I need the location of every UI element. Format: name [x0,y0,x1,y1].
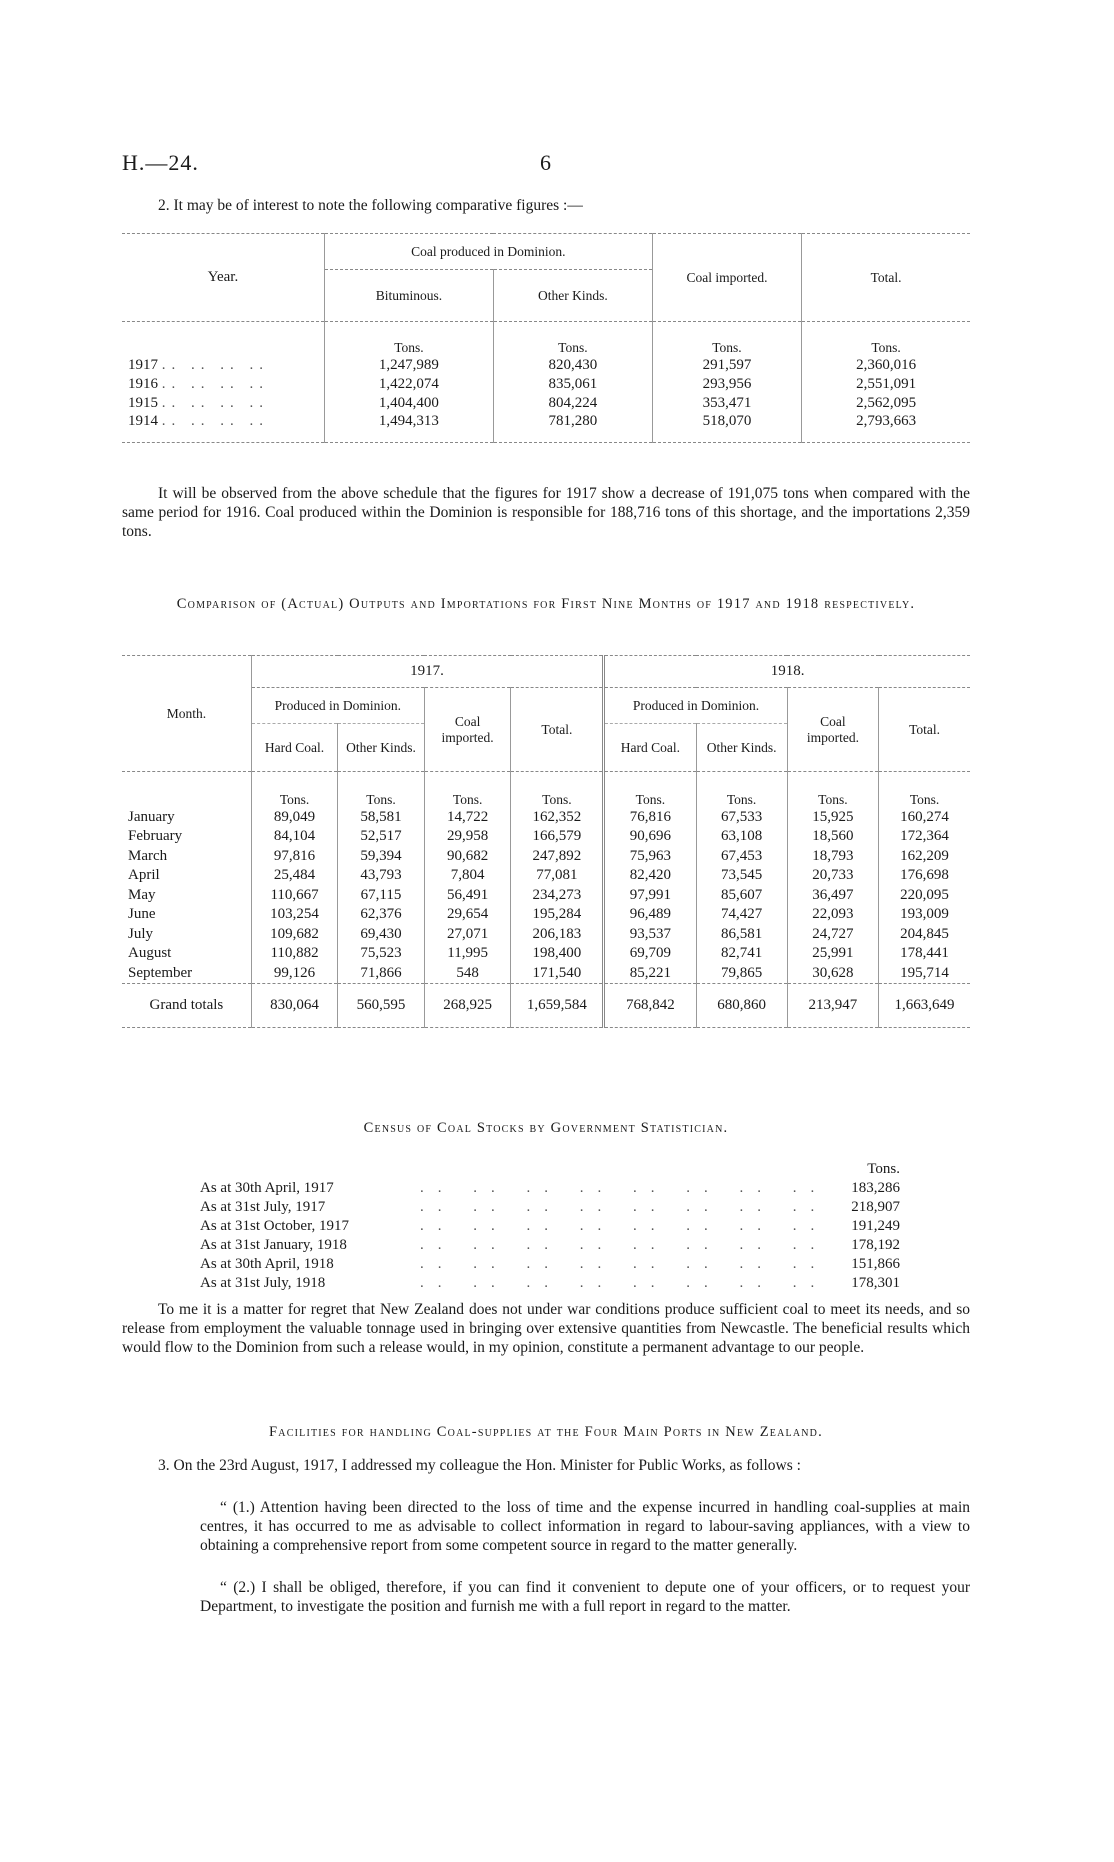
table-row [122,944,970,964]
table-row [122,866,970,886]
total-cell: 268,925 [424,983,511,1027]
value-cell: 67,115 [338,886,424,906]
value-cell: 7,804 [424,866,511,886]
unit-label: Tons. [511,772,604,808]
value-cell: 110,667 [251,886,337,906]
census-value: 183,286 [851,1180,900,1196]
census-row: As at 30th April, 1917 .. .. .. .. .. .. .. .. 183,286 [200,1180,900,1196]
section-3-paragraph: 3. On the 23rd August, 1917, I addressed my colleague the Hon. Minister for Public Works, as follows : [158,1457,801,1474]
value-cell: 18,560 [787,827,878,847]
value-cell: 166,579 [511,827,604,847]
value-cell: 220,095 [879,886,970,906]
census-row: As at 31st July, 1918 .. .. .. .. .. .. .. .. 178,301 [200,1275,900,1291]
value-cell: 59,394 [338,847,424,867]
unit-label: Tons. [324,322,493,356]
value-cell: 176,698 [879,866,970,886]
unit-label: Tons. [251,772,337,808]
value-cell: 75,963 [604,847,696,867]
total-header-1917: Total. [511,688,604,772]
total-cell: 2,551,091 [802,375,970,394]
table-row [122,886,970,906]
value-cell: 69,709 [604,944,696,964]
total-cell: 1,659,584 [511,983,604,1027]
value-cell: 22,093 [787,905,878,925]
census-value: 178,192 [851,1237,900,1253]
value-cell: 86,581 [696,925,787,945]
other-kinds-header-1917: Other Kinds. [338,724,424,772]
value-cell: 96,489 [604,905,696,925]
unit-label: Tons. [879,772,970,808]
table-row: 1915 .. .. .. .. 1,404,400 804,224 353,471 2,562,095 [122,394,970,413]
census-date: As at 31st July, 1917 [200,1199,326,1215]
value-cell: 62,376 [338,905,424,925]
value-cell: 193,009 [879,905,970,925]
census-value: 178,301 [851,1275,900,1291]
value-cell: 69,430 [338,925,424,945]
value-cell: 97,816 [251,847,337,867]
value-cell: 90,696 [604,827,696,847]
table-row [122,925,970,945]
table-row: 1917 .. .. .. .. 1,247,989 820,430 291,597 2,360,016 [122,356,970,375]
value-cell: 15,925 [787,808,878,828]
month-header: Month. [122,656,251,772]
comparative-figures-table [122,233,970,443]
month-cell: February [128,828,183,845]
bituminous-cell: 1,404,400 [324,394,493,413]
census-date: As at 31st January, 1918 [200,1237,347,1253]
value-cell: 85,221 [604,964,696,984]
value-cell: 110,882 [251,944,337,964]
total-cell: 1,663,649 [879,983,970,1027]
value-cell: 36,497 [787,886,878,906]
value-cell: 58,581 [338,808,424,828]
value-cell: 99,126 [251,964,337,984]
quote-paragraph-2: “ (2.) I shall be obliged, therefore, if you can find it convenient to depute one of your officers, or to request your Department, to investigate the position and furnish me with a full report in regard to the matter. [200,1579,970,1615]
value-cell: 25,484 [251,866,337,886]
quote-paragraph-1: “ (1.) Attention having been directed to the loss of time and the expense incurred in handling coal-supplies at main centres, it has occurred to me as advisable to collect information in regard to labour-saving appliances, with a view to obtaining a comprehensive report from some competent source in regard to the matter generally. [200,1499,970,1554]
hard-coal-header-1917: Hard Coal. [251,724,337,772]
value-cell: 63,108 [696,827,787,847]
page-number: 6 [540,150,551,175]
unit-label: Tons. [493,322,652,356]
unit-label: Tons. [802,322,970,356]
value-cell: 67,453 [696,847,787,867]
value-cell: 84,104 [251,827,337,847]
census-row: As at 31st October, 1917 .. .. .. .. .. .. .. .. 191,249 [200,1218,900,1234]
value-cell: 76,816 [604,808,696,828]
imported-header: Coal imported. [652,234,801,322]
table-row: 1914 .. .. .. .. 1,494,313 781,280 518,070 2,793,663 [122,413,970,443]
table-row [122,847,970,867]
month-cell: January [128,808,175,825]
census-date: As at 31st July, 1918 [200,1275,326,1291]
unit-label: Tons. [696,772,787,808]
bituminous-cell: 1,247,989 [324,356,493,375]
year-cell: 1916 [128,375,158,392]
value-cell: 162,352 [511,808,604,828]
grand-totals-row [122,983,970,1027]
year-cell: 1914 [128,412,158,429]
value-cell: 82,420 [604,866,696,886]
value-cell: 52,517 [338,827,424,847]
value-cell: 29,654 [424,905,511,925]
value-cell: 178,441 [879,944,970,964]
value-cell: 93,537 [604,925,696,945]
comparison-heading: Comparison of (Actual) Outputs and Importations for First Nine Months of 1917 and 1918 respectively. [176,596,916,612]
value-cell: 171,540 [511,964,604,984]
bituminous-cell: 1,422,074 [324,375,493,394]
unit-label: Tons. [424,772,511,808]
month-cell: March [128,847,168,864]
bituminous-header: Bituminous. [324,270,493,322]
census-date: As at 30th April, 1918 [200,1256,334,1272]
value-cell: 56,491 [424,886,511,906]
census-value: 218,907 [851,1199,900,1215]
value-cell: 20,733 [787,866,878,886]
census-list [200,1160,900,1293]
value-cell: 43,793 [338,866,424,886]
produced-group-header: Coal produced in Dominion. [324,234,652,270]
other-cell: 781,280 [493,413,652,443]
imported-cell: 518,070 [652,413,801,443]
produced-header-1918: Produced in Dominion. [604,688,787,724]
value-cell: 548 [424,964,511,984]
value-cell: 79,865 [696,964,787,984]
value-cell: 198,400 [511,944,604,964]
value-cell: 30,628 [787,964,878,984]
imported-cell: 293,956 [652,375,801,394]
value-cell: 25,991 [787,944,878,964]
census-heading: Census of Coal Stocks by Government Statistician. [363,1120,729,1136]
value-cell: 75,523 [338,944,424,964]
month-cell: September [128,964,193,981]
value-cell: 11,995 [424,944,511,964]
value-cell: 89,049 [251,808,337,828]
table-row: 1916 .. .. .. .. 1,422,074 835,061 293,956 2,551,091 [122,375,970,394]
imported-header-1918: Coal imported. [787,688,878,772]
total-cell: 768,842 [604,983,696,1027]
value-cell: 160,274 [879,808,970,828]
census-date: As at 30th April, 1917 [200,1180,334,1196]
total-header: Total. [802,234,970,322]
regret-paragraph: To me it is a matter for regret that New Zealand does not under war conditions produce sufficient coal to meet its needs, and so release from employment the valuable tonnage used in bringing over extensive quantities from Newcastle. The beneficial results which would flow to the Dominion from such a release would, in my opinion, constitute a permanent advantage to our people. [122,1301,970,1356]
value-cell: 195,714 [879,964,970,984]
total-cell: 213,947 [787,983,878,1027]
value-cell: 109,682 [251,925,337,945]
census-date: As at 31st October, 1917 [200,1218,349,1234]
page-code: H.—24. [122,150,199,175]
total-cell: 560,595 [338,983,424,1027]
produced-header-1917: Produced in Dominion. [251,688,424,724]
year-cell: 1915 [128,394,158,411]
value-cell: 195,284 [511,905,604,925]
grand-totals-label: Grand totals [122,983,251,1027]
total-cell: 830,064 [251,983,337,1027]
hard-coal-header-1918: Hard Coal. [604,724,696,772]
table-row [122,905,970,925]
value-cell: 247,892 [511,847,604,867]
intro-paragraph: 2. It may be of interest to note the following comparative figures :— [158,197,583,214]
value-cell: 24,727 [787,925,878,945]
imported-cell: 353,471 [652,394,801,413]
value-cell: 74,427 [696,905,787,925]
observation-paragraph: It will be observed from the above schedule that the figures for 1917 show a decrease of 191,075 tons when compared with the same period for 1916. Coal produced within the Dominion is responsible for 188,716 tons of this shortage, and the importations 2,359 tons. [122,485,970,540]
table-row [122,808,970,828]
month-cell: April [128,867,160,884]
other-cell: 804,224 [493,394,652,413]
month-cell: July [128,925,154,942]
census-value: 191,249 [851,1218,900,1234]
facilities-heading: Facilities for handling Coal-supplies at the Four Main Ports in New Zealand. [269,1424,823,1440]
month-cell: August [128,945,172,962]
value-cell: 85,607 [696,886,787,906]
total-header-1918: Total. [879,688,970,772]
census-row: As at 31st January, 1918 .. .. .. .. .. .. .. .. 178,192 [200,1237,900,1253]
month-cell: June [128,906,156,923]
bituminous-cell: 1,494,313 [324,413,493,443]
value-cell: 103,254 [251,905,337,925]
value-cell: 204,845 [879,925,970,945]
other-cell: 820,430 [493,356,652,375]
value-cell: 206,183 [511,925,604,945]
unit-label: Tons. [604,772,696,808]
census-unit: Tons. [867,1161,900,1177]
value-cell: 27,071 [424,925,511,945]
unit-label: Tons. [652,322,801,356]
year-1918-header: 1918. [604,656,970,688]
value-cell: 14,722 [424,808,511,828]
value-cell: 172,364 [879,827,970,847]
unit-label: Tons. [338,772,424,808]
imported-header-1917: Coal imported. [424,688,511,772]
value-cell: 90,682 [424,847,511,867]
total-cell: 680,860 [696,983,787,1027]
value-cell: 77,081 [511,866,604,886]
value-cell: 67,533 [696,808,787,828]
year-cell: 1917 [128,356,158,373]
value-cell: 234,273 [511,886,604,906]
value-cell: 97,991 [604,886,696,906]
census-row: As at 31st July, 1917 .. .. .. .. .. .. .. .. 218,907 [200,1199,900,1215]
value-cell: 82,741 [696,944,787,964]
value-cell: 73,545 [696,866,787,886]
total-cell: 2,562,095 [802,394,970,413]
other-kinds-header-1918: Other Kinds. [696,724,787,772]
value-cell: 29,958 [424,827,511,847]
year-1917-header: 1917. [251,656,604,688]
table-row [122,827,970,847]
total-cell: 2,360,016 [802,356,970,375]
total-cell: 2,793,663 [802,413,970,443]
unit-label: Tons. [787,772,878,808]
value-cell: 162,209 [879,847,970,867]
value-cell: 18,793 [787,847,878,867]
value-cell: 71,866 [338,964,424,984]
other-cell: 835,061 [493,375,652,394]
census-row: As at 30th April, 1918 .. .. .. .. .. .. .. .. 151,866 [200,1256,900,1272]
year-header: Year. [122,234,324,322]
month-cell: May [128,886,156,903]
monthly-comparison-table [122,655,970,1028]
imported-cell: 291,597 [652,356,801,375]
table-row [122,964,970,984]
other-kinds-header: Other Kinds. [493,270,652,322]
census-value: 151,866 [851,1256,900,1272]
